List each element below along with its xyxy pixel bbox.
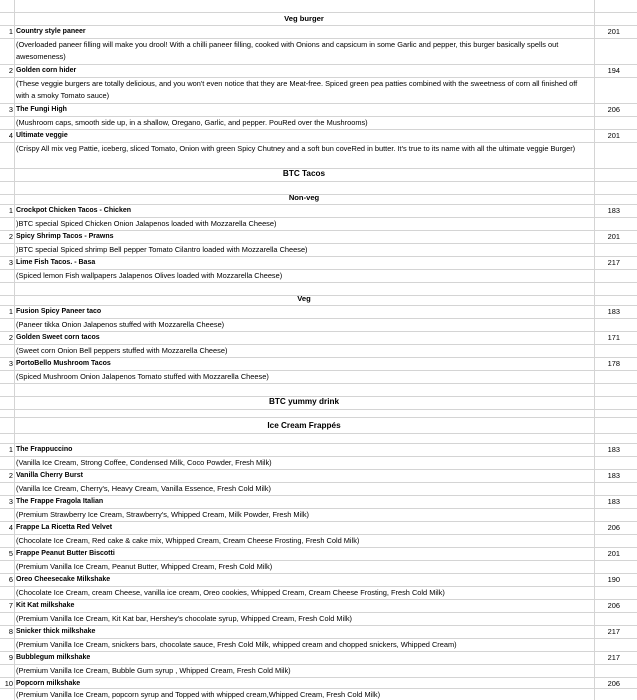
item-number: 8 <box>8 627 13 636</box>
section-row <box>0 166 637 182</box>
item-price: 178 <box>607 359 620 368</box>
menu-desc-row <box>0 535 637 548</box>
subsection-row <box>0 293 637 306</box>
menu-desc-row <box>0 457 637 470</box>
item-name: The Frappe Fragola Italian <box>16 498 104 505</box>
section-title-tacos: BTC Tacos <box>282 169 326 178</box>
menu-item-row <box>0 522 637 535</box>
item-number: 1 <box>8 27 13 36</box>
item-description: (Spiced lemon Fish wallpapers Jalapenos Olives loaded with Mozzarella Cheese) <box>16 271 283 280</box>
item-price: 217 <box>607 653 620 662</box>
item-name: Kit Kat milkshake <box>16 602 75 609</box>
empty-row <box>0 410 637 418</box>
menu-desc-row <box>0 270 637 283</box>
menu-desc-row <box>0 218 637 231</box>
menu-item-row <box>0 332 637 345</box>
item-name: Frappe Peanut Butter Biscotti <box>16 550 115 557</box>
item-description: (Sweet corn Onion Bell peppers stuffed with Mozzarella Cheese) <box>16 346 228 355</box>
item-description: (Premium Vanilla Ice Cream, snickers bars, chocolate sauce, Fresh Cold Milk, whipped cream and chopped snickers, Whipped Cream) <box>16 640 457 649</box>
item-number: 3 <box>8 105 13 114</box>
item-name: PortoBello Mushroom Tacos <box>16 360 111 367</box>
item-price: 201 <box>607 131 620 140</box>
item-name: Ultimate veggie <box>16 132 68 139</box>
item-price: 183 <box>607 206 620 215</box>
item-price: 201 <box>607 549 620 558</box>
item-description: (Premium Vanilla Ice Cream, Bubble Gum syrup , Whipped Cream, Fresh Cold Milk) <box>16 666 291 675</box>
item-number: 4 <box>8 523 13 532</box>
menu-item-row <box>0 496 637 509</box>
item-name: The Frappuccino <box>16 446 73 453</box>
item-description: (Vanilla Ice Cream, Cherry's, Heavy Cream, Vanilla Essence, Fresh Cold Milk) <box>16 484 271 493</box>
empty-row <box>0 434 637 444</box>
menu-item-row <box>0 652 637 665</box>
menu-desc-row <box>0 639 637 652</box>
menu-desc-row <box>0 78 637 104</box>
menu-item-row <box>0 574 637 587</box>
menu-item-row <box>0 104 637 117</box>
item-description: (Chocolate Ice Cream, Red cake & cake mix, Whipped Cream, Cream Cheese Frosting, Fresh Cold Milk) <box>16 536 360 545</box>
item-description: (Premium Vanilla Ice Cream, Peanut Butter, Whipped Cream, Fresh Cold Milk) <box>16 562 273 571</box>
item-number: 3 <box>8 359 13 368</box>
item-description: (Chocolate Ice Cream, cream Cheese, vanilla ice cream, Oreo cookies, Whipped Cream, Cream Cheese Frosting, Fresh Cold Milk) <box>16 588 445 597</box>
item-price: 194 <box>607 66 620 75</box>
menu-item-row <box>0 65 637 78</box>
menu-item-row <box>0 600 637 613</box>
item-description: (Vanilla Ice Cream, Strong Coffee, Condensed Milk, Coco Powder, Fresh Milk) <box>16 458 272 467</box>
menu-desc-row <box>0 244 637 257</box>
menu-item-row <box>0 306 637 319</box>
item-name: Bubblegum milkshake <box>16 654 91 661</box>
menu-item-row <box>0 231 637 244</box>
item-description: (Mushroom caps, smooth side up, in a shallow, Oregano, Garlic, and pepper. PouRed over the Mushrooms) <box>16 118 368 127</box>
menu-desc-row <box>0 561 637 574</box>
item-price: 206 <box>607 679 620 688</box>
item-description: (Crispy All mix veg Pattie, iceberg, sliced Tomato, Onion with green Spicy Chutney and a soft bun coveRed in butter. It's true to its name with all the ultimate veggie Burger) <box>16 144 576 153</box>
menu-item-row <box>0 358 637 371</box>
empty-row <box>0 0 637 13</box>
item-price: 190 <box>607 575 620 584</box>
item-number: 2 <box>8 471 13 480</box>
menu-item-row <box>0 470 637 483</box>
item-name: Golden corn hider <box>16 67 77 74</box>
item-description: (Premium Vanilla Ice Cream, popcorn syrup and Topped with whipped cream,Whipped Cream, Fresh Cold Milk) <box>16 690 381 699</box>
item-price: 183 <box>607 445 620 454</box>
item-name: Crockpot Chicken Tacos - Chicken <box>16 207 132 214</box>
item-number: 1 <box>8 445 13 454</box>
menu-desc-row <box>0 509 637 522</box>
item-name: Frappe La Ricetta Red Velvet <box>16 524 113 531</box>
item-description: )BTC special Spiced Chicken Onion Jalapenos loaded with Mozzarella Cheese) <box>16 219 277 228</box>
item-number: 9 <box>8 653 13 662</box>
item-price: 206 <box>607 105 620 114</box>
menu-desc-row <box>0 665 637 678</box>
item-description: (Paneer tikka Onion Jalapenos stuffed with Mozzarella Cheese) <box>16 320 225 329</box>
item-number: 5 <box>8 549 13 558</box>
item-name: Popcorn milkshake <box>16 680 81 687</box>
item-number: 3 <box>8 258 13 267</box>
item-number: 1 <box>8 307 13 316</box>
menu-desc-row <box>0 371 637 384</box>
item-name: Vanilla Cherry Burst <box>16 472 83 479</box>
menu-item-row <box>0 548 637 561</box>
item-number: 2 <box>8 66 13 75</box>
item-description: (Overloaded paneer filling will make you drool! With a chilli paneer filling, cooked with Onions and capsicum in some Garlic and pepper, this burger basically spells out awesomeness) <box>16 40 559 61</box>
item-name: Fusion Spicy Paneer taco <box>16 308 102 315</box>
item-price: 201 <box>607 232 620 241</box>
item-number: 1 <box>8 206 13 215</box>
item-price: 183 <box>607 471 620 480</box>
item-description: (Premium Vanilla Ice Cream, Kit Kat bar, Hershey's chocolate syrup, Whipped Cream, Fresh Cold Milk) <box>16 614 353 623</box>
item-price: 206 <box>607 523 620 532</box>
item-description: (Premium Strawberry Ice Cream, Strawberry's, Whipped Cream, Milk Powder, Fresh Milk) <box>16 510 309 519</box>
menu-desc-row <box>0 587 637 600</box>
item-number: 10 <box>4 679 13 688</box>
section-row <box>0 394 637 410</box>
item-name: Golden Sweet corn tacos <box>16 334 100 341</box>
item-number: 7 <box>8 601 13 610</box>
item-number: 6 <box>8 575 13 584</box>
section-row <box>0 13 637 26</box>
item-number: 4 <box>8 131 13 140</box>
item-name: Lime Fish Tacos. - Basa <box>16 259 96 266</box>
item-number: 2 <box>8 232 13 241</box>
item-name: Country style paneer <box>16 28 86 35</box>
menu-item-row <box>0 130 637 143</box>
menu-desc-row <box>0 319 637 332</box>
item-name: Oreo Cheesecake Milkshake <box>16 576 111 583</box>
item-number: 3 <box>8 497 13 506</box>
menu-item-row <box>0 257 637 270</box>
menu-item-row <box>0 626 637 639</box>
subsection-row <box>0 192 637 205</box>
item-name: The Fungi High <box>16 106 67 113</box>
item-description: (Spiced Mushroom Onion Jalapenos Tomato stuffed with Mozzarella Cheese) <box>16 372 269 381</box>
item-price: 201 <box>607 27 620 36</box>
menu-item-row <box>0 205 637 218</box>
item-price: 217 <box>607 627 620 636</box>
subsection-title-veg: Veg <box>297 294 311 303</box>
section-subtitle-frappes: Ice Cream Frappés <box>267 421 341 430</box>
item-description: (These veggie burgers are totally delicious, and you won't even notice that they are Meat-free. Spiced green pea patties combined with the sweetness of corn all finished off with a smoky Tomato sauce) <box>16 79 578 100</box>
menu-item-row <box>0 444 637 457</box>
menu-desc-row <box>0 39 637 65</box>
menu-desc-row <box>0 117 637 130</box>
menu-desc-row <box>0 483 637 496</box>
item-name: Snicker thick milkshake <box>16 628 96 635</box>
menu-item-row <box>0 678 637 689</box>
menu-desc-row <box>0 345 637 358</box>
item-description: )BTC special Spiced shrimp Bell pepper Tomato Cilantro loaded with Mozzarella Cheese) <box>16 245 308 254</box>
item-price: 206 <box>607 601 620 610</box>
menu-item-row <box>0 26 637 39</box>
section-title-veg-burger: Veg burger <box>284 14 324 23</box>
item-name: Spicy Shrimp Tacos - Prawns <box>16 233 114 240</box>
section-title-drink: BTC yummy drink <box>268 397 340 406</box>
item-number: 2 <box>8 333 13 342</box>
menu-desc-row <box>0 689 637 700</box>
item-price: 171 <box>607 333 620 342</box>
item-price: 183 <box>607 307 620 316</box>
item-price: 183 <box>607 497 620 506</box>
subsection-title-nonveg: Non-veg <box>288 193 320 202</box>
menu-desc-row <box>0 613 637 626</box>
section-row <box>0 418 637 434</box>
item-price: 217 <box>607 258 620 267</box>
